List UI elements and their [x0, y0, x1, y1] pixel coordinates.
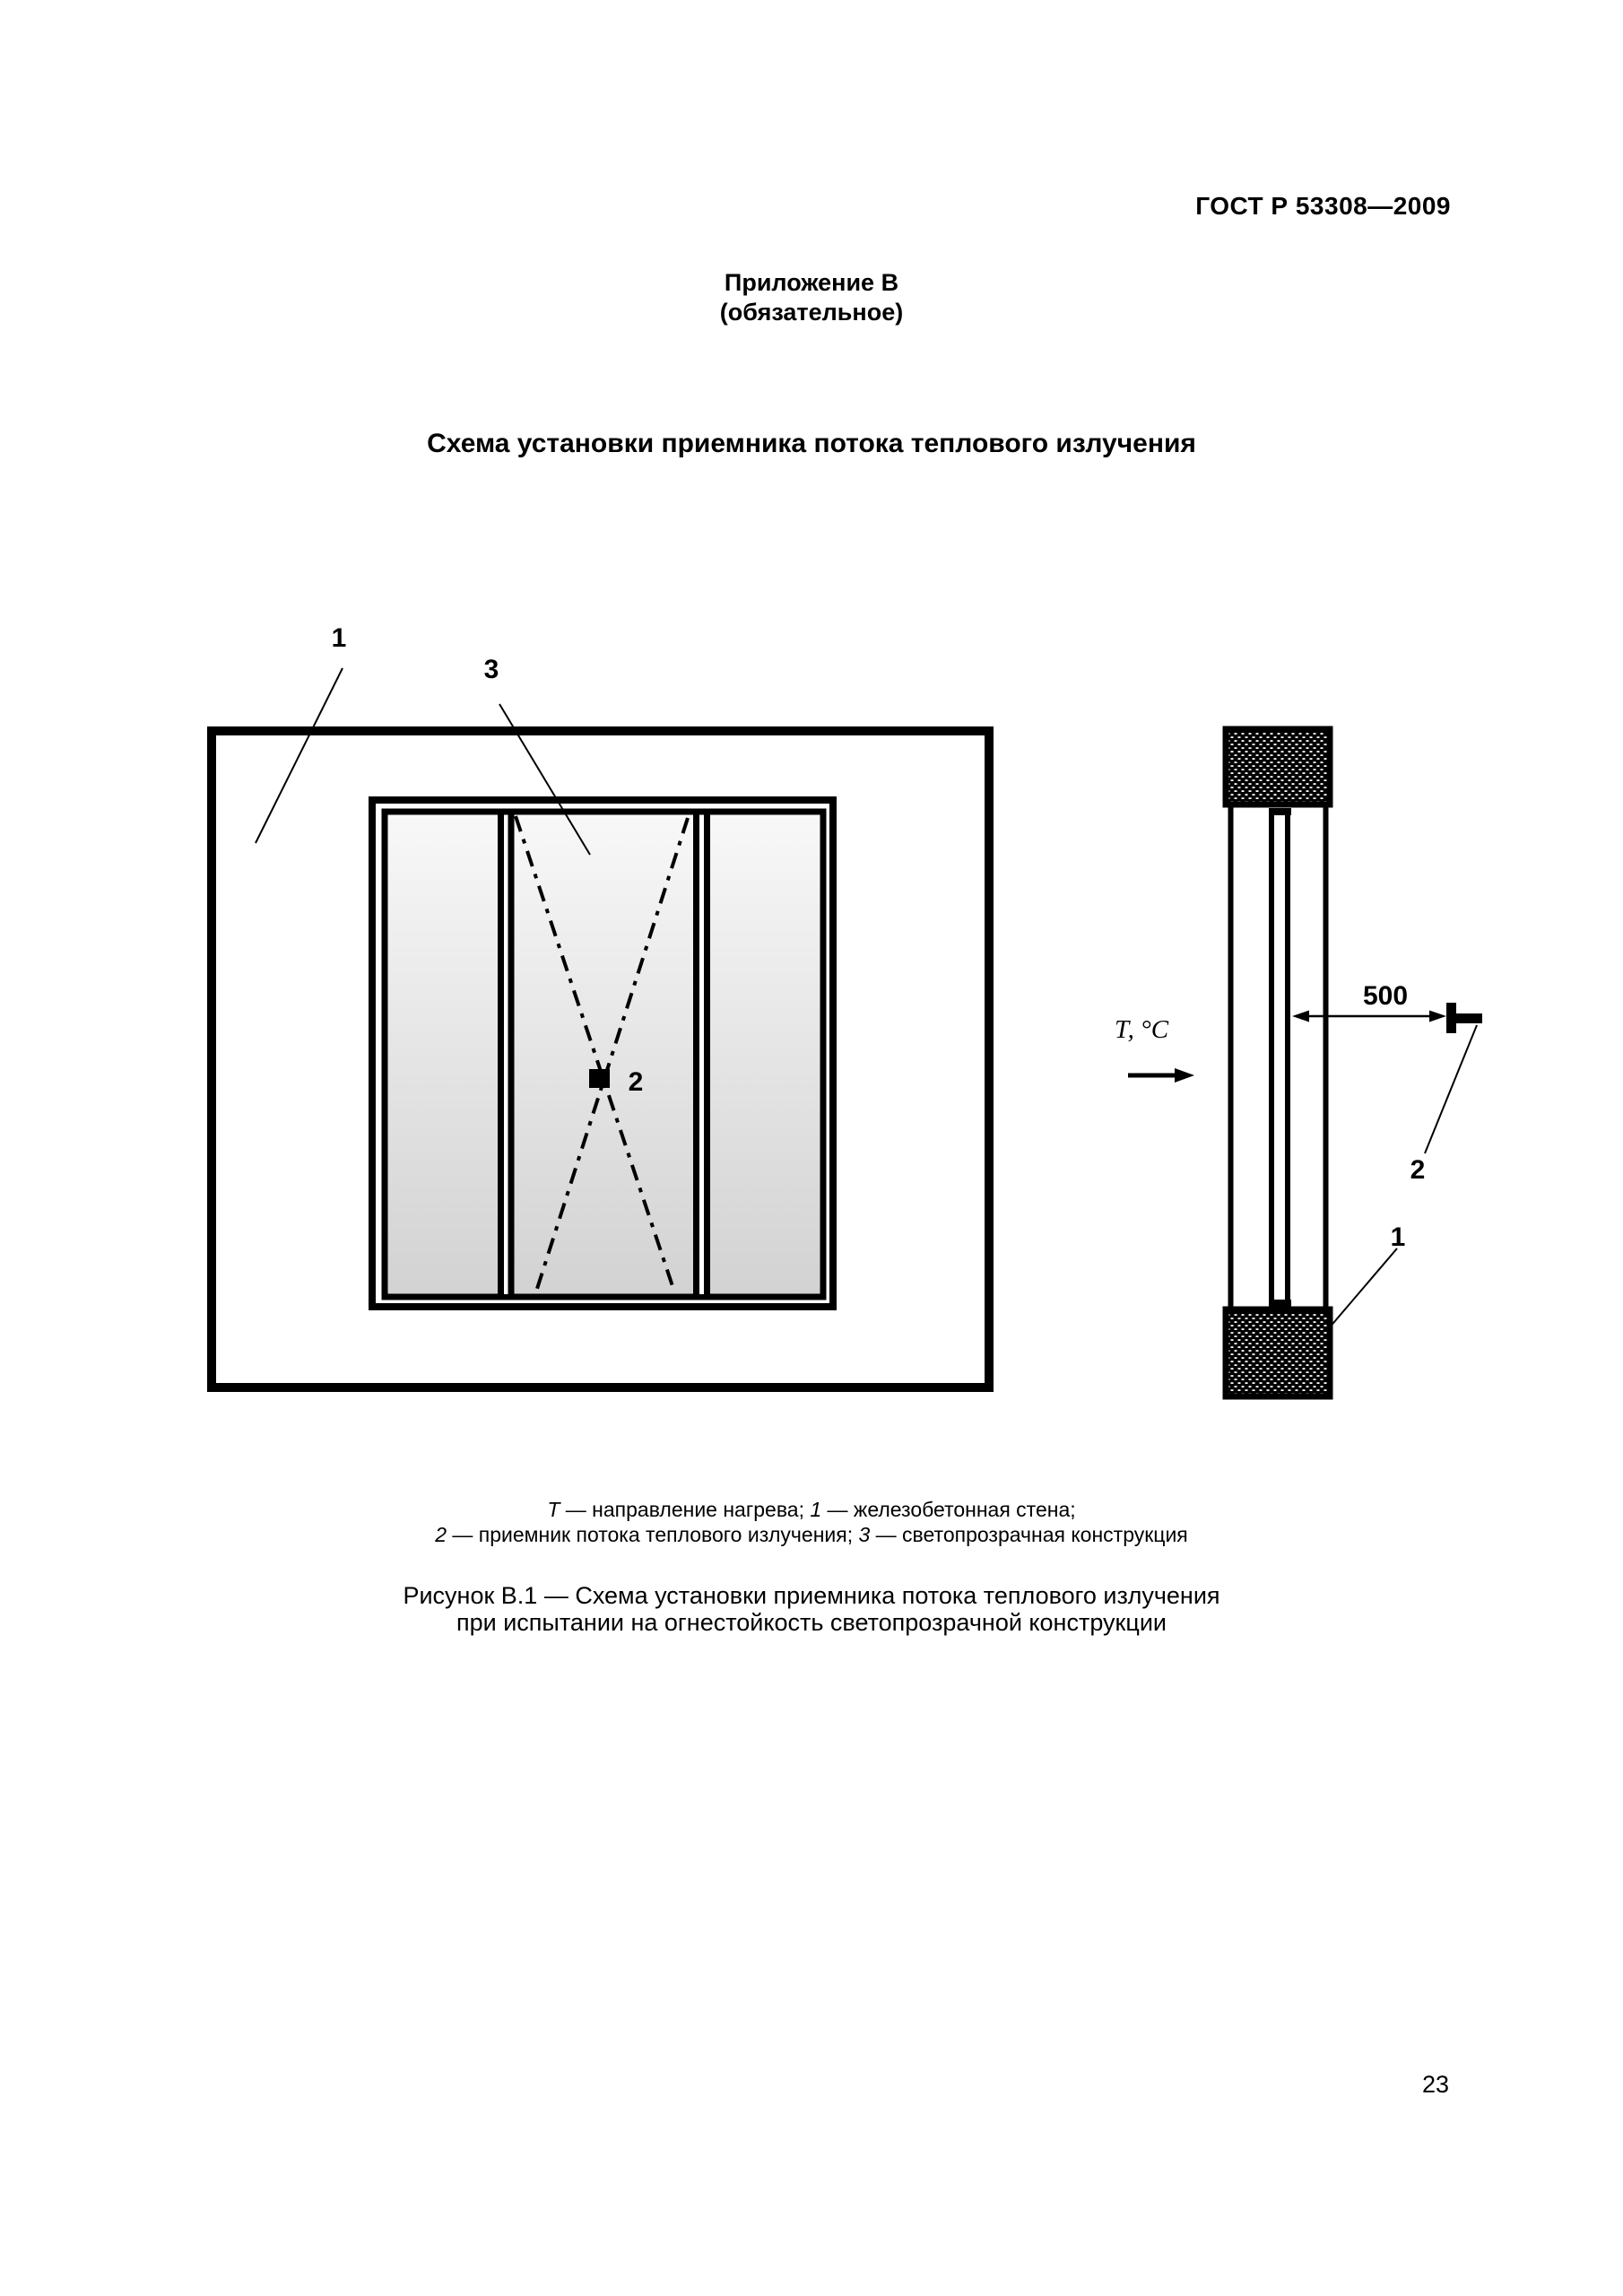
legend-text: — приемник потока теплового излучения;: [447, 1523, 859, 1546]
side-label-wall: 1: [1390, 1222, 1406, 1252]
legend-symbol: 3: [858, 1523, 871, 1546]
appendix-heading: Приложение В: [724, 269, 899, 296]
legend-text: — направление нагрева;: [560, 1498, 811, 1521]
front-label-wall: 1: [331, 623, 347, 653]
legend-symbol: Т: [547, 1498, 560, 1521]
front-label-receiver: 2: [628, 1067, 644, 1097]
figure-legend-line2: [0, 1523, 1623, 1547]
figure-caption-line1: Рисунок В.1 — Схема установки приемника потока теплового излучения: [403, 1582, 1220, 1609]
front-label-glazing: 3: [483, 655, 499, 684]
receiver-marker: [589, 1069, 610, 1088]
temperature-label: Т, °С: [1115, 1015, 1169, 1044]
bottom-wall-hatch: [1226, 1309, 1330, 1396]
leader-line-wall: [1329, 1248, 1397, 1328]
document-header: ГОСТ Р 53308—2009: [1195, 192, 1451, 220]
heat-direction-arrow-head: [1175, 1068, 1194, 1083]
leader-line-receiver: [1425, 1025, 1477, 1153]
appendix-type: (обязательное): [719, 299, 904, 326]
figure-legend-line1: [0, 1498, 1623, 1522]
side-label-receiver: 2: [1410, 1155, 1426, 1185]
figure-title: Схема установки приемника потока теплового излучения: [427, 429, 1196, 458]
figure-caption-line2: при испытании на огнестойкость светопрозрачной конструкции: [456, 1609, 1167, 1636]
dimension-arrowhead-left: [1292, 1011, 1309, 1022]
top-wall-hatch: [1226, 729, 1330, 804]
glazing-panel-area: [385, 812, 823, 1297]
side-view: [1115, 729, 1482, 1396]
front-view: [212, 623, 989, 1387]
dimension-arrowhead-right: [1429, 1011, 1446, 1022]
dimension-value: 500: [1362, 981, 1409, 1011]
legend-symbol: 1: [810, 1498, 822, 1521]
legend-text: — железобетонная стена;: [821, 1498, 1076, 1521]
receiver-symbol-stem: [1456, 1013, 1482, 1023]
receiver-symbol-bar: [1446, 1003, 1456, 1033]
page-number: 23: [1422, 2071, 1450, 2098]
legend-text: — светопрозрачная конструкция: [870, 1523, 1188, 1546]
legend-symbol: 2: [435, 1523, 447, 1546]
